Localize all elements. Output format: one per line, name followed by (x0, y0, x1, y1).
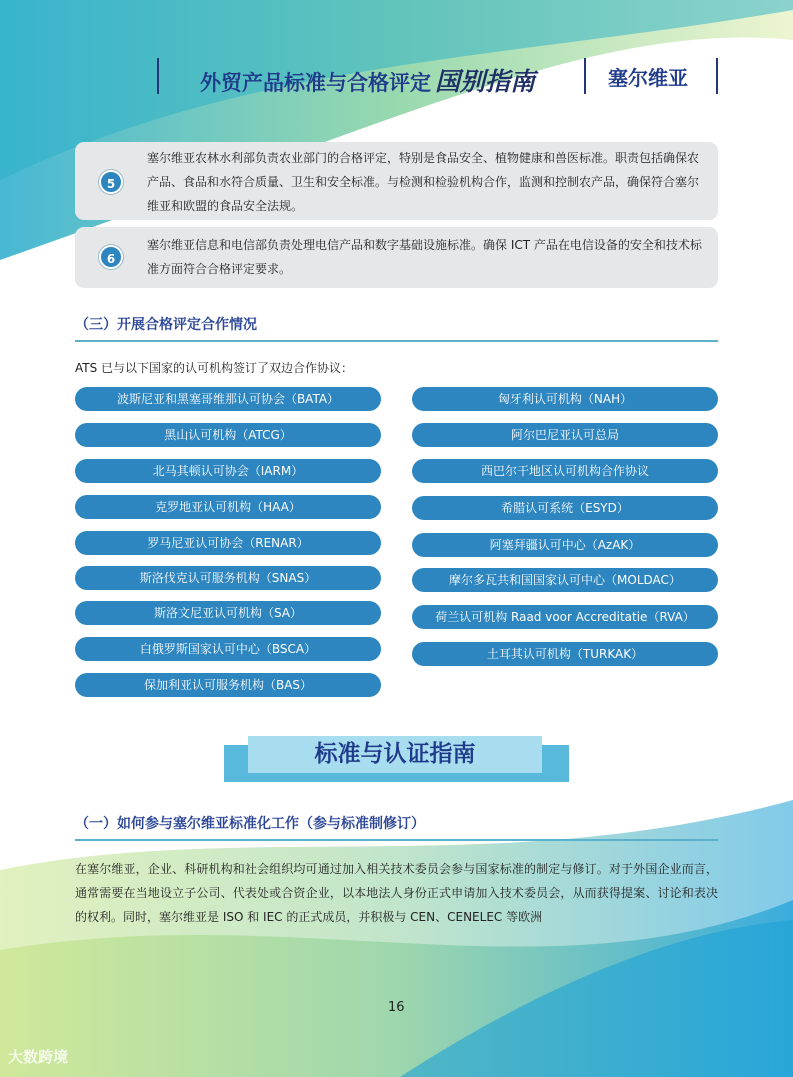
header-divider (584, 58, 586, 94)
info-card-6 (75, 227, 718, 288)
header-title: 外贸产品标准与合格评定 国别指南 (200, 67, 536, 96)
header-divider (716, 58, 718, 94)
header-title-script: 国别指南 (435, 67, 536, 96)
header-country: 塞尔维亚 (608, 66, 688, 90)
page-number: 16 (388, 1000, 405, 1015)
agency-pill: 波斯尼亚和黑塞哥维那认可协会（BATA） (75, 387, 381, 411)
agency-pill: 克罗地亚认可机构（HAA） (75, 495, 381, 519)
agency-pill: 摩尔多瓦共和国国家认可中心（MOLDAC） (412, 568, 718, 592)
agency-pill: 保加利亚认可服务机构（BAS） (75, 673, 381, 697)
section-heading: （三）开展合格评定合作情况 (75, 317, 257, 333)
agency-pill: 黑山认可机构（ATCG） (75, 423, 381, 447)
divider (75, 839, 718, 841)
agency-pill: 北马其顿认可协会（IARM） (75, 459, 381, 483)
divider (75, 340, 718, 342)
agency-pill: 阿塞拜疆认可中心（AzAK） (412, 533, 718, 557)
header-divider (157, 58, 159, 94)
agency-pill: 白俄罗斯国家认可中心（BSCA） (75, 637, 381, 661)
agency-pill: 斯洛文尼亚认可机构（SA） (75, 601, 381, 625)
agency-pill: 西巴尔干地区认可机构合作协议 (412, 459, 718, 483)
agency-pill: 荷兰认可机构 Raad voor Accreditatie（RVA） (412, 605, 718, 629)
card-text: 塞尔维亚农林水利部负责农业部门的合格评定，特别是食品安全、植物健康和兽医标准。职责包括确保农产品、食品和水符合质量、卫生和安全标准。与检测和检验机构合作，监测和控制农产品，确保符合塞尔维亚和欧盟的食品安全法规。 (147, 151, 700, 213)
agency-pill: 匈牙利认可机构（NAH） (412, 387, 718, 411)
chapter-banner: 标准与认证指南 (248, 736, 542, 773)
agency-pill: 阿尔巴尼亚认可总局 (412, 423, 718, 447)
card-text: 塞尔维亚信息和电信部负责处理电信产品和数字基础设施标准。确保 ICT 产品在电信设备的安全和技术标准方面符合合格评定要求。 (147, 238, 702, 276)
number-badge: 5 (99, 170, 123, 194)
section-heading: （一）如何参与塞尔维亚标准化工作（参与标准制修订） (75, 816, 425, 832)
agency-pill: 罗马尼亚认可协会（RENAR） (75, 531, 381, 555)
agency-pill: 希腊认可系统（ESYD） (412, 496, 718, 520)
number-badge: 6 (99, 245, 123, 269)
body-paragraph: 在塞尔维亚，企业、科研机构和社会组织均可通过加入相关技术委员会参与国家标准的制定与修订。对于外国企业而言，通常需要在当地设立子公司、代表处或合资企业，以本地法人身份正式申请加入技术委员会，从而获得提案、讨论和表决的权利。同时，塞尔维亚是 ISO 和 IEC 的正式成员，并积极与 CEN、CENELEC 等欧洲 (75, 862, 718, 924)
watermark: 大数跨境 (8, 1048, 69, 1066)
agency-pill: 土耳其认可机构（TURKAK） (412, 642, 718, 666)
info-card-5 (75, 142, 718, 220)
agency-pill: 斯洛伐克认可服务机构（SNAS） (75, 566, 381, 590)
intro-text: ATS 已与以下国家的认可机构签订了双边合作协议： (75, 361, 354, 375)
